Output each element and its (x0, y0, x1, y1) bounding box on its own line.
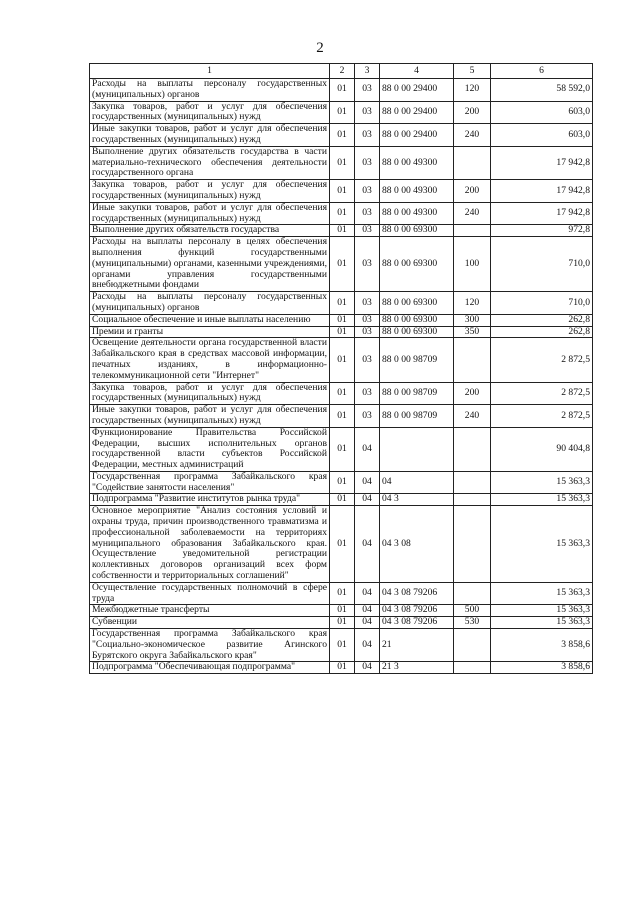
row-subsection-code: 04 (355, 471, 380, 494)
row-description: Выполнение других обязательств государства в части материально-технического обеспечения деятельности государственного органа (90, 146, 330, 179)
row-target-article-code: 04 3 08 79206 (380, 582, 454, 605)
row-target-article-code: 88 0 00 29400 (380, 79, 454, 102)
table-row (90, 202, 593, 225)
table-row (90, 662, 593, 674)
row-subsection-code: 03 (355, 237, 380, 292)
row-description: Субвенции (90, 617, 330, 629)
column-header: 6 (491, 64, 593, 79)
table-row (90, 124, 593, 147)
row-section-code: 01 (330, 506, 355, 583)
row-description: Подпрограмма "Обеспечивающая подпрограмма" (90, 662, 330, 674)
row-expense-type-code: 530 (454, 617, 491, 629)
table-row (90, 629, 593, 662)
row-amount: 710,0 (491, 237, 593, 292)
row-amount: 3 858,6 (491, 662, 593, 674)
row-target-article-code: 88 0 00 29400 (380, 101, 454, 124)
row-amount: 17 942,8 (491, 202, 593, 225)
row-subsection-code: 03 (355, 225, 380, 237)
row-target-article-code: 88 0 00 49300 (380, 146, 454, 179)
table-row (90, 225, 593, 237)
row-section-code: 01 (330, 326, 355, 338)
row-target-article-code: 88 0 00 98709 (380, 338, 454, 382)
row-section-code: 01 (330, 471, 355, 494)
row-section-code: 01 (330, 382, 355, 405)
row-target-article-code: 04 (380, 471, 454, 494)
row-description: Иные закупки товаров, работ и услуг для обеспечения государственных (муниципальных) нужд (90, 202, 330, 225)
row-description: Основное мероприятие "Анализ состояния условий и охраны труда, причин производственного травматизма и профессиональной заболеваемости на территориях муниципального образования Забайкальского края. Осуществление уведомительной регистрации коллективных договоров организаций всех форм собственности и территориальных соглашений" (90, 506, 330, 583)
row-expense-type-code: 120 (454, 79, 491, 102)
row-subsection-code: 03 (355, 146, 380, 179)
row-expense-type-code (454, 338, 491, 382)
table-row (90, 79, 593, 102)
table-row (90, 382, 593, 405)
row-expense-type-code (454, 427, 491, 471)
row-target-article-code: 04 3 08 (380, 506, 454, 583)
row-section-code: 01 (330, 605, 355, 617)
row-subsection-code: 03 (355, 382, 380, 405)
row-subsection-code: 03 (355, 326, 380, 338)
row-description: Подпрограмма "Развитие институтов рынка труда" (90, 494, 330, 506)
table-row (90, 101, 593, 124)
row-description: Расходы на выплаты персоналу государственных (муниципальных) органов (90, 292, 330, 315)
column-header: 3 (355, 64, 380, 79)
row-subsection-code: 04 (355, 506, 380, 583)
row-description: Закупка товаров, работ и услуг для обеспечения государственных (муниципальных) нужд (90, 180, 330, 203)
row-description: Государственная программа Забайкальского края "Содействие занятости населения" (90, 471, 330, 494)
row-amount: 2 872,5 (491, 405, 593, 428)
row-expense-type-code (454, 629, 491, 662)
row-description: Функционирование Правительства Российской Федерации, высших исполнительных органов государственной власти субъектов Российской Федерации, местных администраций (90, 427, 330, 471)
row-target-article-code: 88 0 00 69300 (380, 326, 454, 338)
row-amount: 15 363,3 (491, 582, 593, 605)
row-expense-type-code (454, 471, 491, 494)
row-subsection-code: 04 (355, 427, 380, 471)
row-expense-type-code (454, 146, 491, 179)
row-amount: 972,8 (491, 225, 593, 237)
row-expense-type-code: 120 (454, 292, 491, 315)
row-description: Осуществление государственных полномочий в сфере труда (90, 582, 330, 605)
table-row (90, 617, 593, 629)
row-expense-type-code (454, 494, 491, 506)
row-section-code: 01 (330, 405, 355, 428)
row-target-article-code: 88 0 00 69300 (380, 292, 454, 315)
page-number: 2 (316, 40, 324, 56)
table-row (90, 506, 593, 583)
table-row (90, 292, 593, 315)
row-amount: 262,8 (491, 314, 593, 326)
table-row (90, 338, 593, 382)
row-expense-type-code: 240 (454, 124, 491, 147)
row-amount: 17 942,8 (491, 146, 593, 179)
row-target-article-code: 88 0 00 98709 (380, 405, 454, 428)
row-amount: 3 858,6 (491, 629, 593, 662)
table-row (90, 180, 593, 203)
row-section-code: 01 (330, 292, 355, 315)
row-target-article-code: 88 0 00 49300 (380, 180, 454, 203)
row-description: Расходы на выплаты персоналу государственных (муниципальных) органов (90, 79, 330, 102)
row-section-code: 01 (330, 146, 355, 179)
row-section-code: 01 (330, 202, 355, 225)
row-subsection-code: 04 (355, 662, 380, 674)
row-target-article-code: 88 0 00 69300 (380, 314, 454, 326)
row-expense-type-code: 300 (454, 314, 491, 326)
row-amount: 2 872,5 (491, 338, 593, 382)
row-expense-type-code: 200 (454, 101, 491, 124)
budget-table (89, 63, 593, 674)
row-target-article-code: 04 3 (380, 494, 454, 506)
row-description: Закупка товаров, работ и услуг для обеспечения государственных (муниципальных) нужд (90, 382, 330, 405)
row-description: Иные закупки товаров, работ и услуг для обеспечения государственных (муниципальных) нужд (90, 405, 330, 428)
row-subsection-code: 03 (355, 292, 380, 315)
row-section-code: 01 (330, 662, 355, 674)
table-row (90, 314, 593, 326)
row-description: Социальное обеспечение и иные выплаты населению (90, 314, 330, 326)
row-section-code: 01 (330, 225, 355, 237)
table-row (90, 605, 593, 617)
row-subsection-code: 03 (355, 79, 380, 102)
row-amount: 90 404,8 (491, 427, 593, 471)
row-amount: 262,8 (491, 326, 593, 338)
row-target-article-code: 88 0 00 69300 (380, 237, 454, 292)
row-subsection-code: 04 (355, 582, 380, 605)
row-target-article-code: 88 0 00 49300 (380, 202, 454, 225)
row-amount: 15 363,3 (491, 494, 593, 506)
row-amount: 15 363,3 (491, 605, 593, 617)
row-target-article-code: 21 (380, 629, 454, 662)
table-row (90, 237, 593, 292)
row-subsection-code: 04 (355, 629, 380, 662)
table-row (90, 582, 593, 605)
row-target-article-code: 04 3 08 79206 (380, 605, 454, 617)
row-expense-type-code: 240 (454, 202, 491, 225)
row-section-code: 01 (330, 617, 355, 629)
row-amount: 15 363,3 (491, 471, 593, 494)
row-section-code: 01 (330, 629, 355, 662)
row-amount: 15 363,3 (491, 617, 593, 629)
row-subsection-code: 03 (355, 124, 380, 147)
row-target-article-code: 88 0 00 29400 (380, 124, 454, 147)
row-expense-type-code: 350 (454, 326, 491, 338)
row-expense-type-code: 240 (454, 405, 491, 428)
row-amount: 58 592,0 (491, 79, 593, 102)
row-expense-type-code: 200 (454, 382, 491, 405)
row-section-code: 01 (330, 427, 355, 471)
row-subsection-code: 04 (355, 494, 380, 506)
row-target-article-code (380, 427, 454, 471)
row-section-code: 01 (330, 237, 355, 292)
row-subsection-code: 03 (355, 314, 380, 326)
table-row (90, 326, 593, 338)
row-target-article-code: 88 0 00 69300 (380, 225, 454, 237)
row-subsection-code: 03 (355, 202, 380, 225)
row-expense-type-code: 200 (454, 180, 491, 203)
row-section-code: 01 (330, 79, 355, 102)
table-header-row (90, 64, 593, 79)
row-section-code: 01 (330, 180, 355, 203)
column-header: 2 (330, 64, 355, 79)
row-target-article-code: 88 0 00 98709 (380, 382, 454, 405)
row-subsection-code: 03 (355, 338, 380, 382)
row-expense-type-code: 100 (454, 237, 491, 292)
row-description: Государственная программа Забайкальского края "Социально-экономическое развитие Агинского Бурятского округа Забайкальского края" (90, 629, 330, 662)
row-expense-type-code (454, 662, 491, 674)
row-amount: 15 363,3 (491, 506, 593, 583)
table-row (90, 471, 593, 494)
table-row (90, 405, 593, 428)
row-section-code: 01 (330, 494, 355, 506)
row-subsection-code: 04 (355, 617, 380, 629)
row-section-code: 01 (330, 582, 355, 605)
row-subsection-code: 03 (355, 405, 380, 428)
row-amount: 710,0 (491, 292, 593, 315)
row-description: Межбюджетные трансферты (90, 605, 330, 617)
row-description: Премии и гранты (90, 326, 330, 338)
row-expense-type-code (454, 582, 491, 605)
row-subsection-code: 04 (355, 605, 380, 617)
row-amount: 603,0 (491, 101, 593, 124)
column-header: 4 (380, 64, 454, 79)
row-subsection-code: 03 (355, 180, 380, 203)
row-amount: 2 872,5 (491, 382, 593, 405)
row-amount: 17 942,8 (491, 180, 593, 203)
row-section-code: 01 (330, 101, 355, 124)
row-description: Освещение деятельности органа государственной власти Забайкальского края в средствах массовой информации, печатных изданиях, в информационно-телекоммуникационной сети "Интернет" (90, 338, 330, 382)
row-expense-type-code (454, 506, 491, 583)
row-section-code: 01 (330, 314, 355, 326)
column-header: 5 (454, 64, 491, 79)
row-description: Закупка товаров, работ и услуг для обеспечения государственных (муниципальных) нужд (90, 101, 330, 124)
row-description: Иные закупки товаров, работ и услуг для обеспечения государственных (муниципальных) нужд (90, 124, 330, 147)
row-section-code: 01 (330, 338, 355, 382)
row-expense-type-code: 500 (454, 605, 491, 617)
column-header: 1 (90, 64, 330, 79)
row-description: Выполнение других обязательств государства (90, 225, 330, 237)
table-row (90, 494, 593, 506)
row-target-article-code: 21 3 (380, 662, 454, 674)
row-amount: 603,0 (491, 124, 593, 147)
row-description: Расходы на выплаты персоналу в целях обеспечения выполнения функций государственными (муниципальными) органами, казенными учреждениями, органами управления государственными внебюджетными фондами (90, 237, 330, 292)
table-row (90, 427, 593, 471)
row-section-code: 01 (330, 124, 355, 147)
row-subsection-code: 03 (355, 101, 380, 124)
row-target-article-code: 04 3 08 79206 (380, 617, 454, 629)
row-expense-type-code (454, 225, 491, 237)
table-row (90, 146, 593, 179)
